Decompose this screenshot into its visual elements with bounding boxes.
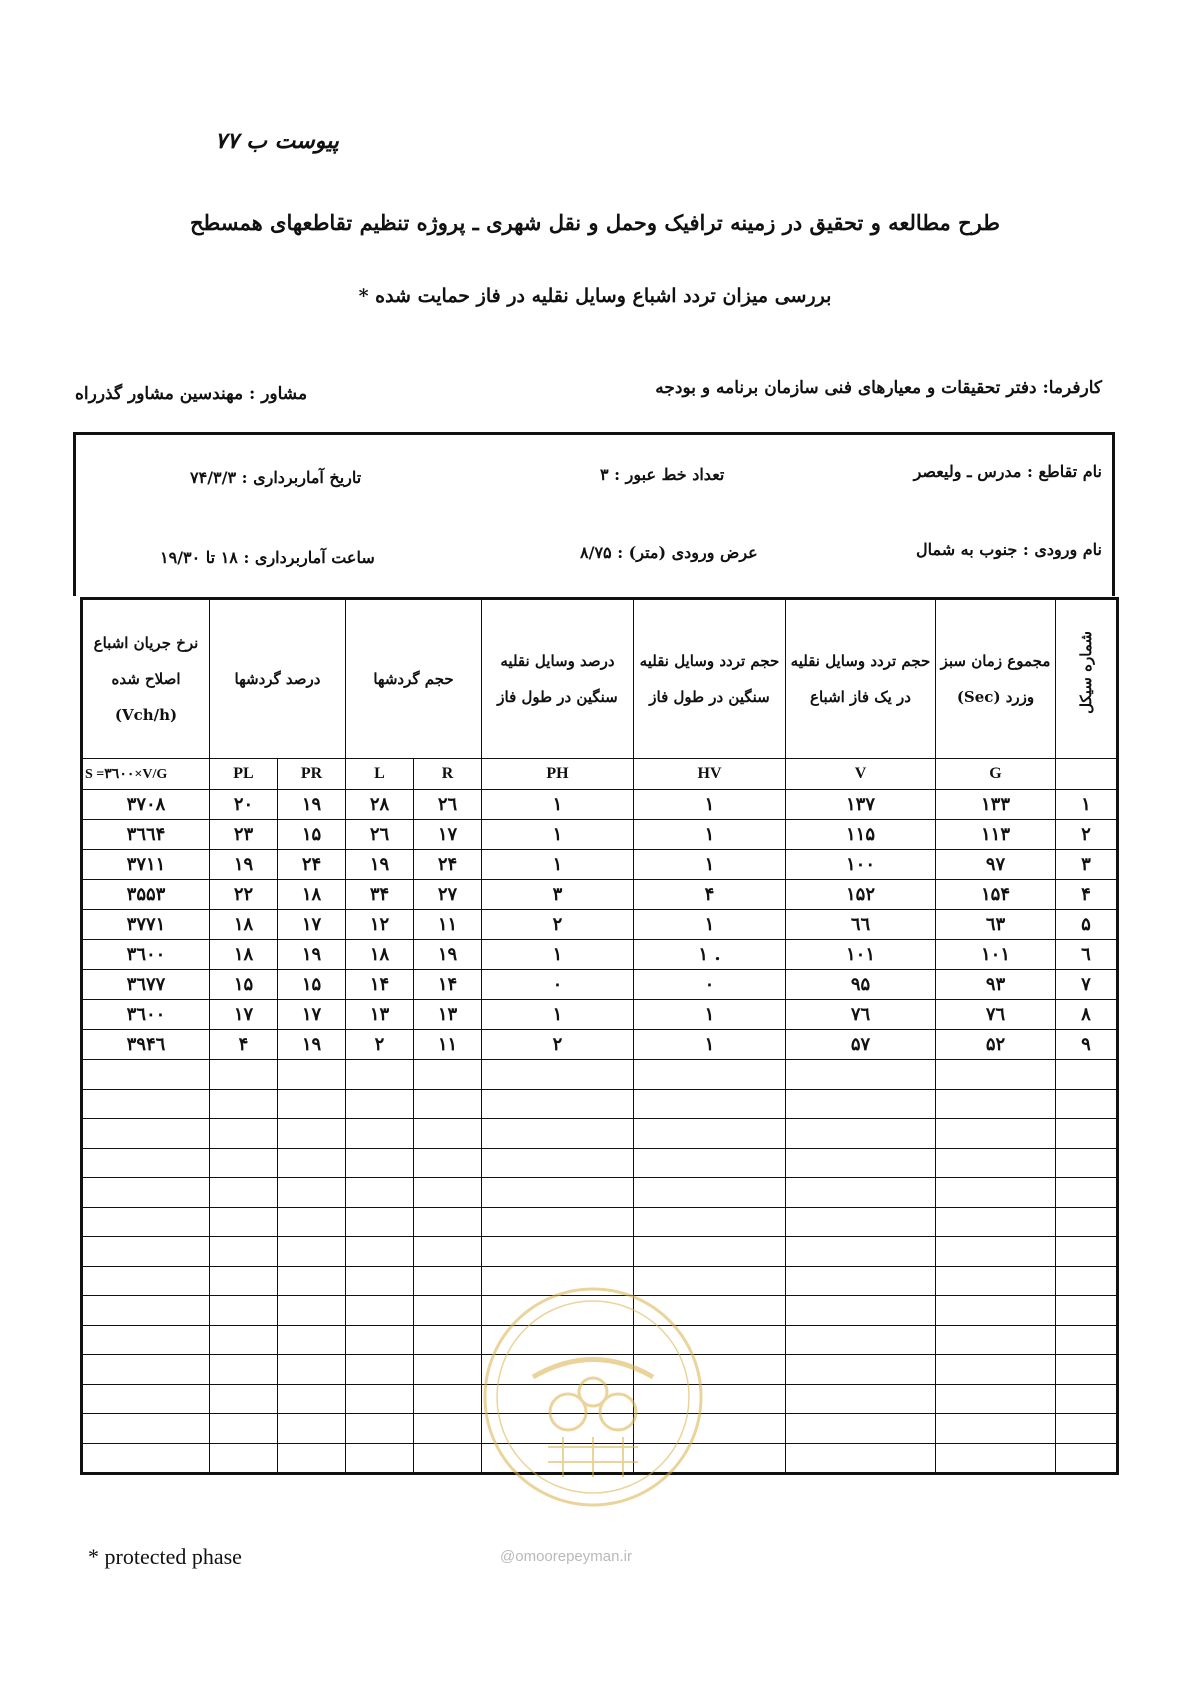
blank-cell [786,1089,936,1119]
blank-cell [210,1207,278,1237]
cell-S: ۳۷۰۸ [82,790,210,820]
cell-n: ٦ [1056,940,1118,970]
blank-cell [1056,1384,1118,1414]
blank-cell [482,1237,634,1267]
blank-cell [936,1266,1056,1296]
blank-cell [414,1178,482,1208]
table-row [82,880,1118,910]
cell-PL: ۱۵ [210,970,278,1000]
blank-cell [1056,1119,1118,1149]
blank-cell [1056,1325,1118,1355]
intersection-name: نام تقاطع : مدرس ـ ولیعصر [913,462,1102,481]
blank-cell [786,1237,936,1267]
blank-cell [936,1384,1056,1414]
blank-cell [786,1266,936,1296]
info-box [73,432,1115,596]
blank-cell [482,1119,634,1149]
symbol-R: R [414,759,482,790]
cell-R: ۲۷ [414,880,482,910]
blank-cell [346,1296,414,1326]
footnote: * protected phase [88,1544,242,1569]
blank-cell [482,1060,634,1090]
blank-cell [936,1148,1056,1178]
lane-count: تعداد خط عبور : ۳ [600,465,725,484]
symbol-row [82,759,1118,790]
blank-cell [82,1060,210,1090]
cell-HV: ۱ [634,820,786,850]
blank-cell [786,1148,936,1178]
cell-n: ۸ [1056,1000,1118,1030]
blank-cell [634,1089,786,1119]
blank-cell [936,1296,1056,1326]
cell-PH: ۲ [482,1030,634,1060]
blank-row [82,1207,1118,1237]
blank-cell [414,1060,482,1090]
blank-cell [346,1060,414,1090]
cell-S: ۳۷۷۱ [82,910,210,940]
blank-cell [936,1355,1056,1385]
cell-V: ۱۵۲ [786,880,936,910]
cell-G: ٦۳ [936,910,1056,940]
survey-time: ساعت آماربرداری : ۱۸ تا ۱۹/۳۰ [160,548,375,567]
blank-cell [414,1266,482,1296]
symbol-S: S =۳٦۰۰×V/G [82,759,210,790]
blank-cell [278,1178,346,1208]
blank-cell [278,1060,346,1090]
blank-cell [786,1384,936,1414]
blank-cell [82,1178,210,1208]
blank-cell [936,1237,1056,1267]
blank-cell [414,1119,482,1149]
cell-V: ۱۰۱ [786,940,936,970]
blank-cell [936,1414,1056,1444]
cell-V: ۹۵ [786,970,936,1000]
table-row [82,820,1118,850]
cell-L: ۱۳ [346,1000,414,1030]
table-row [82,910,1118,940]
blank-cell [346,1237,414,1267]
cell-PL: ۲۰ [210,790,278,820]
blank-cell [414,1207,482,1237]
cell-R: ۱۱ [414,910,482,940]
cell-R: ۲٦ [414,790,482,820]
header-turn-volume: حجم گردشها [346,599,482,759]
cell-V: ۱۳۷ [786,790,936,820]
symbol-PR: PR [278,759,346,790]
cell-L: ۳۴ [346,880,414,910]
blank-cell [414,1089,482,1119]
cell-L: ۲ [346,1030,414,1060]
blank-cell [346,1443,414,1474]
cell-G: ۹۳ [936,970,1056,1000]
cell-G: ۷٦ [936,1000,1056,1030]
cell-PH: ۱ [482,790,634,820]
cell-PH: ۱ [482,1000,634,1030]
blank-cell [634,1119,786,1149]
project-title: طرح مطالعه و تحقیق در زمینه ترافیک وحمل و نقل شهری ـ پروژه تنظیم تقاطعهای همسطح [190,210,1000,235]
blank-cell [210,1384,278,1414]
blank-cell [346,1384,414,1414]
table-row [82,850,1118,880]
blank-cell [210,1296,278,1326]
blank-cell [82,1266,210,1296]
blank-cell [1056,1207,1118,1237]
blank-cell [278,1414,346,1444]
cell-PL: ۱۹ [210,850,278,880]
cell-n: ۴ [1056,880,1118,910]
blank-cell [786,1178,936,1208]
blank-row [82,1237,1118,1267]
blank-cell [936,1089,1056,1119]
blank-cell [278,1296,346,1326]
cell-R: ۱۱ [414,1030,482,1060]
blank-cell [414,1237,482,1267]
cell-n: ۱ [1056,790,1118,820]
blank-cell [278,1355,346,1385]
cell-R: ۱۴ [414,970,482,1000]
cell-S: ۳٦۷۷ [82,970,210,1000]
blank-row [82,1119,1118,1149]
symbol-HV: HV [634,759,786,790]
blank-cell [82,1148,210,1178]
entry-name: نام ورودی : جنوب به شمال [915,540,1102,559]
survey-date: تاریخ آماربرداری : ۷۴/۳/۳ [190,468,362,487]
symbol-V: V [786,759,936,790]
blank-cell [278,1443,346,1474]
cell-V: ۱۱۵ [786,820,936,850]
blank-cell [936,1325,1056,1355]
symbol-cycle [1056,759,1118,790]
blank-cell [482,1089,634,1119]
cell-V: ۷٦ [786,1000,936,1030]
blank-cell [278,1148,346,1178]
cell-S: ۳۷۱۱ [82,850,210,880]
cell-G: ۱۰۱ [936,940,1056,970]
blank-cell [936,1119,1056,1149]
cell-R: ۱۹ [414,940,482,970]
cell-n: ۲ [1056,820,1118,850]
cell-HV: ۱ [634,850,786,880]
blank-cell [936,1178,1056,1208]
blank-cell [1056,1148,1118,1178]
blank-row [82,1089,1118,1119]
cell-G: ۱۳۳ [936,790,1056,820]
cell-PL: ۱۷ [210,1000,278,1030]
cell-R: ۱۷ [414,820,482,850]
symbol-PL: PL [210,759,278,790]
cell-PH: ۲ [482,910,634,940]
symbol-G: G [936,759,1056,790]
cell-n: ۷ [1056,970,1118,1000]
cell-R: ۲۴ [414,850,482,880]
cell-HV: ۱ [634,910,786,940]
cell-G: ۱۵۴ [936,880,1056,910]
blank-cell [346,1207,414,1237]
cell-PL: ۲۳ [210,820,278,850]
consultant-label: مشاور : مهندسین مشاور گذرراه [75,384,308,404]
blank-cell [786,1414,936,1444]
blank-cell [414,1443,482,1474]
blank-cell [346,1089,414,1119]
cell-PL: ۱۸ [210,910,278,940]
blank-cell [278,1119,346,1149]
entry-width: عرض ورودی (متر) : ۸/۷۵ [580,543,758,562]
blank-cell [82,1355,210,1385]
blank-cell [278,1089,346,1119]
blank-cell [278,1237,346,1267]
blank-cell [82,1384,210,1414]
cell-HV: ۱ . [634,940,786,970]
blank-cell [210,1443,278,1474]
blank-cell [786,1443,936,1474]
blank-cell [210,1148,278,1178]
blank-cell [786,1296,936,1326]
blank-cell [1056,1266,1118,1296]
cell-PH: ۱ [482,850,634,880]
blank-cell [82,1443,210,1474]
blank-cell [278,1384,346,1414]
cell-L: ۱۹ [346,850,414,880]
blank-cell [346,1414,414,1444]
blank-cell [1056,1178,1118,1208]
cell-G: ۱۱۳ [936,820,1056,850]
blank-cell [786,1060,936,1090]
blank-cell [634,1178,786,1208]
header-volume: حجم تردد وسایل نقلیه در یک فاز اشباع [786,599,936,759]
blank-cell [278,1266,346,1296]
blank-cell [482,1148,634,1178]
blank-row [82,1060,1118,1090]
header-green-time: مجموع زمان سبز وزرد (Sec) [936,599,1056,759]
cell-HV: ۴ [634,880,786,910]
cell-L: ۱۴ [346,970,414,1000]
cell-PH: ۰ [482,970,634,1000]
blank-cell [1056,1296,1118,1326]
blank-cell [82,1237,210,1267]
symbol-PH: PH [482,759,634,790]
blank-cell [414,1384,482,1414]
blank-cell [346,1325,414,1355]
cell-PH: ۱ [482,820,634,850]
cell-L: ۱۸ [346,940,414,970]
cell-L: ۲٦ [346,820,414,850]
appendix-label: پیوست ب ۷۷ [215,128,339,154]
cell-S: ۳٦٦۴ [82,820,210,850]
blank-cell [210,1060,278,1090]
seal-watermark [478,1282,708,1512]
blank-cell [414,1355,482,1385]
blank-cell [634,1207,786,1237]
blank-cell [1056,1089,1118,1119]
header-sat-flow: نرخ جریان اشباع اصلاح شده (Vch/h) [82,599,210,759]
blank-cell [346,1119,414,1149]
header-cycle [1056,599,1118,759]
blank-cell [210,1414,278,1444]
header-heavy-percent: درصد وسایل نقلیه سنگین در طول فاز [482,599,634,759]
blank-cell [82,1089,210,1119]
table-row [82,1030,1118,1060]
blank-cell [210,1178,278,1208]
blank-cell [786,1119,936,1149]
cell-PR: ۲۴ [278,850,346,880]
cell-V: ٦٦ [786,910,936,940]
blank-cell [346,1355,414,1385]
blank-cell [482,1207,634,1237]
blank-cell [414,1414,482,1444]
cell-HV: ۰ [634,970,786,1000]
header-cycle-label: شماره سیکل [1077,631,1095,714]
watermark-site: @omoorepeyman.ir [500,1548,632,1565]
blank-cell [278,1207,346,1237]
cell-PL: ۱۸ [210,940,278,970]
table-row [82,790,1118,820]
blank-cell [786,1207,936,1237]
cell-V: ۱۰۰ [786,850,936,880]
cell-V: ۵۷ [786,1030,936,1060]
cell-HV: ۱ [634,1000,786,1030]
cell-R: ۱۳ [414,1000,482,1030]
blank-cell [482,1178,634,1208]
header-heavy-volume: حجم تردد وسایل نقلیه سنگین در طول فاز [634,599,786,759]
blank-cell [936,1207,1056,1237]
cell-n: ۹ [1056,1030,1118,1060]
client-label: کارفرما: دفتر تحقیقات و معیارهای فنی سازمان برنامه و بودجه [655,378,1102,398]
cell-PR: ۱۹ [278,1030,346,1060]
blank-cell [278,1325,346,1355]
blank-cell [414,1296,482,1326]
cell-PR: ۱۵ [278,820,346,850]
blank-cell [210,1266,278,1296]
cell-PR: ۱۸ [278,880,346,910]
cell-G: ۵۲ [936,1030,1056,1060]
blank-cell [634,1237,786,1267]
symbol-L: L [346,759,414,790]
cell-n: ۳ [1056,850,1118,880]
blank-cell [210,1119,278,1149]
cell-HV: ۱ [634,790,786,820]
blank-row [82,1148,1118,1178]
blank-cell [786,1355,936,1385]
blank-cell [346,1148,414,1178]
blank-cell [82,1119,210,1149]
cell-S: ۳۵۵۳ [82,880,210,910]
cell-PH: ۱ [482,940,634,970]
table-row [82,940,1118,970]
blank-cell [210,1237,278,1267]
cell-PR: ۱۹ [278,790,346,820]
blank-cell [1056,1060,1118,1090]
blank-cell [82,1296,210,1326]
blank-cell [346,1266,414,1296]
cell-PR: ۱۹ [278,940,346,970]
cell-L: ۲۸ [346,790,414,820]
cell-PH: ۳ [482,880,634,910]
blank-cell [210,1355,278,1385]
table-row [82,1000,1118,1030]
cell-S: ۳٦۰۰ [82,940,210,970]
blank-cell [634,1060,786,1090]
cell-S: ۳٦۰۰ [82,1000,210,1030]
cell-n: ۵ [1056,910,1118,940]
cell-L: ۱۲ [346,910,414,940]
blank-cell [82,1207,210,1237]
blank-cell [786,1325,936,1355]
cell-PL: ۴ [210,1030,278,1060]
cell-PL: ۲۲ [210,880,278,910]
table-row [82,970,1118,1000]
blank-cell [210,1325,278,1355]
cell-HV: ۱ [634,1030,786,1060]
blank-cell [414,1148,482,1178]
blank-cell [346,1178,414,1208]
blank-row [82,1178,1118,1208]
document-subtitle: بررسی میزان تردد اشباع وسایل نقلیه در فاز حمایت شده * [358,285,832,307]
blank-cell [414,1325,482,1355]
cell-PR: ۱۵ [278,970,346,1000]
blank-cell [210,1089,278,1119]
blank-cell [1056,1443,1118,1474]
cell-PR: ۱۷ [278,910,346,940]
cell-G: ۹۷ [936,850,1056,880]
cell-S: ۳۹۴٦ [82,1030,210,1060]
blank-cell [634,1148,786,1178]
blank-cell [936,1060,1056,1090]
cell-PR: ۱۷ [278,1000,346,1030]
blank-cell [1056,1355,1118,1385]
blank-cell [82,1414,210,1444]
header-turn-percent: درصد گردشها [210,599,346,759]
blank-cell [82,1325,210,1355]
blank-cell [1056,1414,1118,1444]
blank-cell [936,1443,1056,1474]
blank-cell [1056,1237,1118,1267]
